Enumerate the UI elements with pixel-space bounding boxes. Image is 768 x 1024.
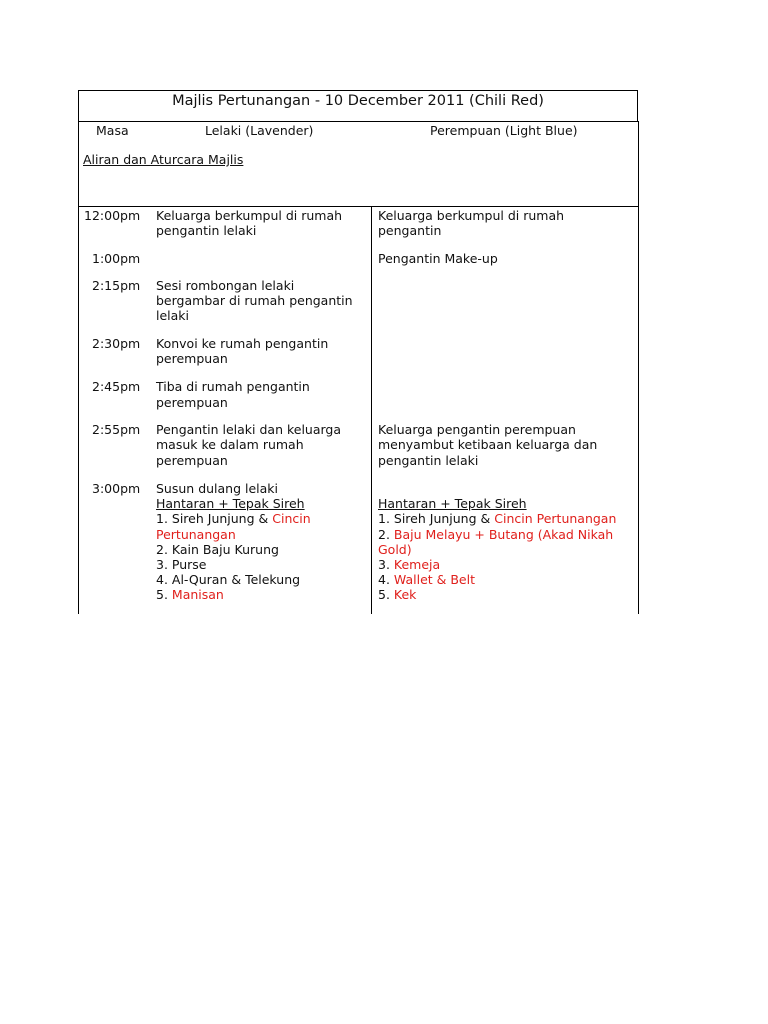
item-text: 1. Sireh Junjung & <box>156 511 273 526</box>
lelaki-item-1 <box>156 511 311 527</box>
row-lelaki-line: Konvoi ke rumah pengantin <box>156 336 329 351</box>
schedule-top-border <box>78 206 639 207</box>
lelaki-item-3: 3. Purse <box>156 557 207 572</box>
item-highlight: Baju Melayu + Butang (Akad Nikah <box>393 527 614 542</box>
row-lelaki-line: Keluarga berkumpul di rumah <box>156 208 343 223</box>
schedule-column-divider <box>371 206 372 614</box>
row-time: 2:30pm <box>92 336 141 351</box>
row-time: 12:00pm <box>84 208 141 223</box>
row-lelaki-line: masuk ke dalam rumah <box>156 437 304 452</box>
row-perempuan-line: pengantin <box>378 223 442 238</box>
perempuan-item-1 <box>378 511 616 527</box>
row-lelaki-line: Pengantin lelaki dan keluarga <box>156 422 342 437</box>
item-text: 1. Sireh Junjung & <box>378 511 495 526</box>
item-text: 3. <box>378 557 394 572</box>
item-text: 2. <box>378 527 394 542</box>
perempuan-item-2 <box>378 527 613 543</box>
row-time: 2:55pm <box>92 422 141 437</box>
row-perempuan-line: Keluarga berkumpul di rumah <box>378 208 565 223</box>
row-time: 3:00pm <box>92 481 141 496</box>
perempuan-item-5 <box>378 587 416 603</box>
row-time: 2:15pm <box>92 278 141 293</box>
item-text: 5. <box>156 587 172 602</box>
header-masa: Masa <box>96 123 129 138</box>
lelaki-intro: Susun dulang lelaki <box>156 481 279 496</box>
perempuan-item-3 <box>378 557 440 573</box>
item-highlight: Kek <box>393 587 417 602</box>
schedule-right-border <box>638 206 639 614</box>
perempuan-item-4 <box>378 572 475 588</box>
row-perempuan-line: Keluarga pengantin perempuan <box>378 422 576 437</box>
row-perempuan-line: menyambut ketibaan keluarga dan <box>378 437 598 452</box>
perempuan-hantaran-heading: Hantaran + Tepak Sireh <box>378 496 527 511</box>
item-text: 5. <box>378 587 394 602</box>
border-right-upper <box>638 121 639 207</box>
lelaki-item-5 <box>156 587 224 603</box>
schedule-left-border <box>78 206 79 614</box>
row-lelaki-line: perempuan <box>156 395 228 410</box>
lelaki-item-4: 4. Al-Quran & Telekung <box>156 572 301 587</box>
item-highlight: Kemeja <box>393 557 441 572</box>
lelaki-hantaran-heading: Hantaran + Tepak Sireh <box>156 496 305 511</box>
border-left-upper <box>78 121 79 207</box>
row-lelaki-line: bergambar di rumah pengantin <box>156 293 353 308</box>
row-time: 1:00pm <box>92 251 141 266</box>
item-highlight: Cincin <box>272 511 311 526</box>
item-highlight: Manisan <box>171 587 224 602</box>
row-lelaki-line: Sesi rombongan lelaki <box>156 278 295 293</box>
item-text: 4. <box>378 572 394 587</box>
header-perempuan: Perempuan (Light Blue) <box>430 123 578 138</box>
document-title: Majlis Pertunangan - 10 December 2011 (Chili Red) <box>78 90 638 122</box>
lelaki-item-1-continued: Pertunangan <box>156 527 236 542</box>
row-perempuan-line: Pengantin Make-up <box>378 251 498 266</box>
row-lelaki-line: lelaki <box>156 308 190 323</box>
row-lelaki-line: perempuan <box>156 351 228 366</box>
item-highlight: Cincin Pertunangan <box>494 511 617 526</box>
item-highlight: Wallet & Belt <box>393 572 475 587</box>
section-heading: Aliran dan Aturcara Majlis <box>83 152 244 167</box>
row-lelaki-line: pengantin lelaki <box>156 223 257 238</box>
row-time: 2:45pm <box>92 379 141 394</box>
lelaki-item-2: 2. Kain Baju Kurung <box>156 542 279 557</box>
row-lelaki-line: Tiba di rumah pengantin <box>156 379 310 394</box>
row-lelaki-line: perempuan <box>156 453 228 468</box>
row-perempuan-line: pengantin lelaki <box>378 453 479 468</box>
header-lelaki: Lelaki (Lavender) <box>205 123 314 138</box>
perempuan-item-2-continued: Gold) <box>378 542 412 557</box>
